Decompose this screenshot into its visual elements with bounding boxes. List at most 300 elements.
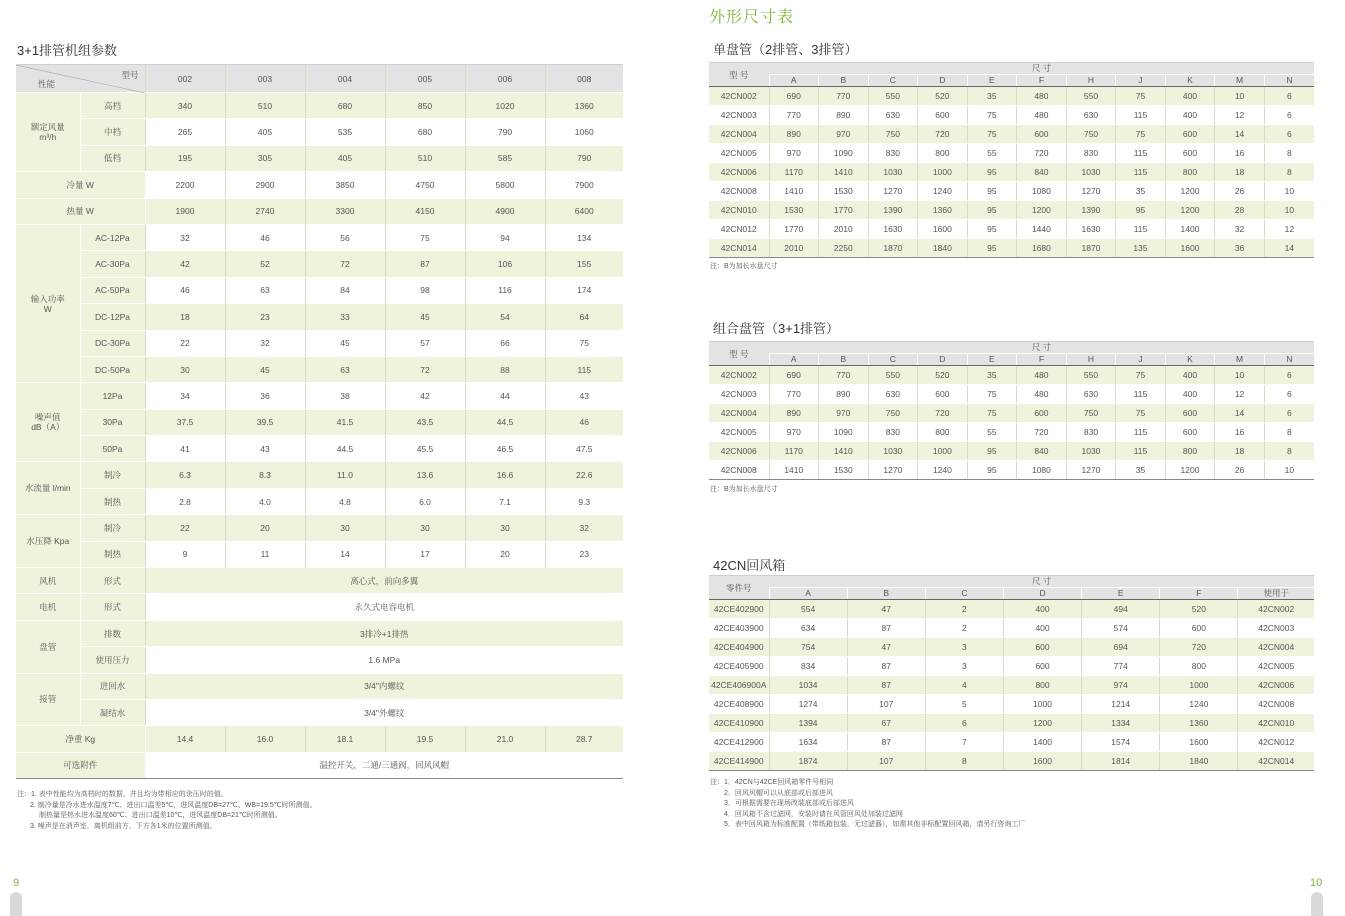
row-sub-label: 制热 bbox=[80, 488, 145, 514]
row-sub-label: 形式 bbox=[80, 568, 145, 594]
combo-coil-table bbox=[709, 341, 1314, 480]
parameter-row bbox=[16, 752, 623, 778]
parameter-row bbox=[16, 436, 623, 462]
parameter-row bbox=[16, 647, 623, 673]
dimension-cell: 8 bbox=[1264, 442, 1314, 461]
dimension-cell: 634 bbox=[769, 619, 847, 638]
value-cell: 33 bbox=[305, 304, 385, 330]
dimension-cell: 1870 bbox=[868, 239, 918, 258]
dimension-row bbox=[709, 461, 1314, 480]
dimension-row bbox=[709, 87, 1314, 106]
dimension-cell: 600 bbox=[1165, 404, 1215, 423]
value-cell: 46 bbox=[545, 409, 623, 435]
dimension-cell: 6 bbox=[1264, 385, 1314, 404]
value-cell: 340 bbox=[145, 93, 225, 119]
dimension-cell: 1214 bbox=[1082, 695, 1160, 714]
dimension-row bbox=[709, 385, 1314, 404]
value-cell: 23 bbox=[545, 541, 623, 567]
dimension-cell: 2 bbox=[925, 600, 1003, 619]
dim-header-row bbox=[709, 63, 1314, 75]
dimension-cell: 1390 bbox=[868, 201, 918, 220]
dimension-cell: 890 bbox=[769, 404, 819, 423]
parameter-row bbox=[16, 198, 623, 224]
left-notes bbox=[17, 790, 317, 832]
dimension-cell: 970 bbox=[819, 125, 869, 144]
value-cell: 39.5 bbox=[225, 409, 305, 435]
value-cell: 4900 bbox=[465, 198, 545, 224]
dimension-cell: 600 bbox=[1165, 125, 1215, 144]
model-column-header: 型 号 bbox=[709, 342, 769, 366]
dimension-cell: 600 bbox=[918, 106, 968, 125]
header-model: 002 bbox=[145, 65, 225, 93]
value-cell: 4.8 bbox=[305, 488, 385, 514]
dimension-cell: 95 bbox=[1116, 201, 1166, 220]
row-group-label: 水压降 Kpa bbox=[16, 515, 80, 568]
dimension-cell: 800 bbox=[1165, 163, 1215, 182]
dimension-cell: 6 bbox=[1264, 125, 1314, 144]
dimension-cell: 14 bbox=[1264, 239, 1314, 258]
dimension-row bbox=[709, 220, 1314, 239]
dimension-column-header: M bbox=[1215, 354, 1265, 366]
value-cell: 36 bbox=[225, 383, 305, 409]
parameter-row bbox=[16, 356, 623, 382]
dimension-cell: 720 bbox=[1017, 144, 1067, 163]
value-cell: 1060 bbox=[545, 119, 623, 145]
dimension-cell: 1170 bbox=[769, 163, 819, 182]
dimension-cell: 2 bbox=[925, 619, 1003, 638]
dimension-cell: 1034 bbox=[769, 676, 847, 695]
table2-note: 注：B为加长水盘尺寸 bbox=[710, 486, 778, 493]
dimension-cell: 830 bbox=[1066, 144, 1116, 163]
dimension-cell: 26 bbox=[1215, 182, 1265, 201]
value-cell: 680 bbox=[305, 93, 385, 119]
dimension-header: 尺 寸 bbox=[769, 63, 1314, 75]
dimension-cell: 75 bbox=[967, 404, 1017, 423]
row-sub-label: 使用压力 bbox=[80, 647, 145, 673]
dimension-cell: 28 bbox=[1215, 201, 1265, 220]
page-number-right: 10 bbox=[1310, 877, 1323, 889]
model-cell: 42CN005 bbox=[709, 423, 769, 442]
table3-notes bbox=[710, 778, 1025, 831]
dimension-cell: 1000 bbox=[918, 442, 968, 461]
dimension-cell: 1530 bbox=[769, 201, 819, 220]
dimension-column-header: 使用于 bbox=[1238, 588, 1314, 600]
dimension-cell: 1770 bbox=[819, 201, 869, 220]
model-cell: 42CE404900 bbox=[709, 638, 769, 657]
dimension-cell: 550 bbox=[1066, 87, 1116, 106]
dimension-column-header: D bbox=[1003, 588, 1081, 600]
dimension-row bbox=[709, 442, 1314, 461]
value-cell: 42 bbox=[385, 383, 465, 409]
table3-title: 42CN回风箱 bbox=[713, 558, 786, 573]
value-cell: 11 bbox=[225, 541, 305, 567]
value-cell: 16.0 bbox=[225, 726, 305, 752]
model-cell: 42CN014 bbox=[709, 239, 769, 258]
dimension-cell: 480 bbox=[1017, 106, 1067, 125]
dimension-column-header: K bbox=[1165, 354, 1215, 366]
dimension-row bbox=[709, 201, 1314, 220]
dimension-cell: 2010 bbox=[769, 239, 819, 258]
dimension-cell: 95 bbox=[967, 239, 1017, 258]
value-cell: 5800 bbox=[465, 172, 545, 198]
dimension-cell: 115 bbox=[1116, 385, 1166, 404]
dimension-cell: 42CN002 bbox=[1238, 600, 1314, 619]
value-cell: 195 bbox=[145, 145, 225, 171]
header-model: 005 bbox=[385, 65, 465, 93]
value-cell: 115 bbox=[545, 356, 623, 382]
dim-header-row bbox=[709, 576, 1314, 588]
note-line: 注：1．42CN与42CE回风箱零件号相同 bbox=[710, 779, 834, 786]
header-diagonal-cell bbox=[16, 65, 145, 93]
dimension-cell: 1410 bbox=[819, 442, 869, 461]
model-cell: 42CN010 bbox=[709, 201, 769, 220]
dimension-cell: 1360 bbox=[1160, 714, 1238, 733]
value-cell: 72 bbox=[305, 251, 385, 277]
row-group-label: 可选附件 bbox=[16, 752, 145, 778]
dimension-cell: 1634 bbox=[769, 733, 847, 752]
parameter-table-header bbox=[16, 65, 623, 93]
value-cell: 44.5 bbox=[305, 436, 385, 462]
dimension-cell: 16 bbox=[1215, 423, 1265, 442]
dimension-cell: 630 bbox=[868, 385, 918, 404]
value-cell: 405 bbox=[225, 119, 305, 145]
model-cell: 42CE414900 bbox=[709, 752, 769, 771]
value-cell: 2740 bbox=[225, 198, 305, 224]
dimension-cell: 1170 bbox=[769, 442, 819, 461]
dimension-cell: 75 bbox=[967, 385, 1017, 404]
dimension-cell: 55 bbox=[967, 144, 1017, 163]
parameter-row bbox=[16, 699, 623, 725]
dimension-cell: 75 bbox=[1116, 404, 1166, 423]
value-cell: 45 bbox=[305, 330, 385, 356]
value-cell: 41 bbox=[145, 436, 225, 462]
dimension-cell: 574 bbox=[1082, 619, 1160, 638]
model-cell: 42CN008 bbox=[709, 182, 769, 201]
dimension-column-header: F bbox=[1017, 75, 1067, 87]
dimension-cell: 12 bbox=[1264, 220, 1314, 239]
dimension-column-header: J bbox=[1116, 354, 1166, 366]
dimension-column-header: M bbox=[1215, 75, 1265, 87]
dimension-cell: 42CN012 bbox=[1238, 733, 1314, 752]
model-cell: 42CN005 bbox=[709, 144, 769, 163]
dimension-cell: 800 bbox=[1165, 442, 1215, 461]
dimension-cell: 14 bbox=[1215, 404, 1265, 423]
dimension-cell: 8 bbox=[1264, 163, 1314, 182]
dimension-cell: 630 bbox=[868, 106, 918, 125]
dimension-cell: 1270 bbox=[1066, 182, 1116, 201]
parameter-row bbox=[16, 251, 623, 277]
dimension-column-header: C bbox=[925, 588, 1003, 600]
dimension-cell: 1574 bbox=[1082, 733, 1160, 752]
dimension-cell: 720 bbox=[918, 125, 968, 144]
dimension-cell: 1200 bbox=[1017, 201, 1067, 220]
parameter-row bbox=[16, 541, 623, 567]
dimension-row bbox=[709, 638, 1314, 657]
model-cell: 42CE405900 bbox=[709, 657, 769, 676]
dimension-column-header: E bbox=[1082, 588, 1160, 600]
dimension-cell: 840 bbox=[1017, 442, 1067, 461]
merged-value-cell: 离心式，前向多翼 bbox=[145, 568, 623, 594]
dimension-column-header: B bbox=[847, 588, 925, 600]
value-cell: 57 bbox=[385, 330, 465, 356]
value-cell: 45 bbox=[385, 304, 465, 330]
dimension-cell: 1240 bbox=[1160, 695, 1238, 714]
dimension-cell: 10 bbox=[1264, 182, 1314, 201]
value-cell: 6.3 bbox=[145, 462, 225, 488]
dimension-cell: 974 bbox=[1082, 676, 1160, 695]
value-cell: 17 bbox=[385, 541, 465, 567]
dimension-cell: 115 bbox=[1116, 106, 1166, 125]
dimension-cell: 95 bbox=[967, 220, 1017, 239]
dimension-cell: 1840 bbox=[1160, 752, 1238, 771]
value-cell: 14 bbox=[305, 541, 385, 567]
dimension-header: 尺 寸 bbox=[769, 576, 1314, 588]
value-cell: 1020 bbox=[465, 93, 545, 119]
dimension-cell: 1874 bbox=[769, 752, 847, 771]
value-cell: 64 bbox=[545, 304, 623, 330]
dimension-cell: 720 bbox=[1160, 638, 1238, 657]
model-cell: 42CE403900 bbox=[709, 619, 769, 638]
value-cell: 43 bbox=[545, 383, 623, 409]
model-cell: 42CE402900 bbox=[709, 600, 769, 619]
dimension-cell: 1274 bbox=[769, 695, 847, 714]
dimension-column-header: B bbox=[819, 354, 869, 366]
dimension-row bbox=[709, 619, 1314, 638]
table1-title: 单盘管（2排管、3排管） bbox=[713, 42, 858, 57]
value-cell: 265 bbox=[145, 119, 225, 145]
dimension-cell: 75 bbox=[967, 125, 1017, 144]
dimension-cell: 42CN014 bbox=[1238, 752, 1314, 771]
value-cell: 47.5 bbox=[545, 436, 623, 462]
dimension-cell: 1770 bbox=[769, 220, 819, 239]
dimension-cell: 550 bbox=[868, 87, 918, 106]
value-cell: 75 bbox=[385, 224, 465, 250]
parameter-row bbox=[16, 726, 623, 752]
parameter-row bbox=[16, 172, 623, 198]
dimension-cell: 890 bbox=[769, 125, 819, 144]
dimension-row bbox=[709, 752, 1314, 771]
dimension-cell: 1334 bbox=[1082, 714, 1160, 733]
dimension-cell: 12 bbox=[1215, 385, 1265, 404]
dimension-cell: 1870 bbox=[1066, 239, 1116, 258]
merged-value-cell: 3/4"内螺纹 bbox=[145, 673, 623, 699]
dimension-cell: 8 bbox=[925, 752, 1003, 771]
dimension-cell: 520 bbox=[918, 366, 968, 385]
row-sub-label: 高档 bbox=[80, 93, 145, 119]
header-model: 006 bbox=[465, 65, 545, 93]
dimension-cell: 95 bbox=[967, 442, 1017, 461]
parameter-row bbox=[16, 488, 623, 514]
dimension-cell: 1270 bbox=[868, 182, 918, 201]
dimension-cell: 95 bbox=[967, 461, 1017, 480]
value-cell: 56 bbox=[305, 224, 385, 250]
dimension-cell: 42CN004 bbox=[1238, 638, 1314, 657]
value-cell: 32 bbox=[145, 224, 225, 250]
value-cell: 21.0 bbox=[465, 726, 545, 752]
dimension-row bbox=[709, 600, 1314, 619]
dimension-cell: 18 bbox=[1215, 163, 1265, 182]
dimension-cell: 6 bbox=[1264, 87, 1314, 106]
parameter-row bbox=[16, 304, 623, 330]
dimension-cell: 87 bbox=[847, 733, 925, 752]
page-tab-right bbox=[1311, 892, 1323, 916]
dimension-cell: 6 bbox=[925, 714, 1003, 733]
dimension-cell: 6 bbox=[1264, 404, 1314, 423]
row-sub-label: DC-50Pa bbox=[80, 356, 145, 382]
dimension-cell: 1630 bbox=[1066, 220, 1116, 239]
dimension-column-header: D bbox=[918, 75, 968, 87]
value-cell: 20 bbox=[465, 541, 545, 567]
dimension-cell: 830 bbox=[1066, 423, 1116, 442]
return-air-box-table bbox=[709, 575, 1314, 771]
dimension-row bbox=[709, 366, 1314, 385]
merged-value-cell: 1.6 MPa bbox=[145, 647, 623, 673]
dimension-row bbox=[709, 144, 1314, 163]
dimension-cell: 1410 bbox=[769, 461, 819, 480]
dimension-cell: 2010 bbox=[819, 220, 869, 239]
row-sub-label: AC-30Pa bbox=[80, 251, 145, 277]
dimension-row bbox=[709, 676, 1314, 695]
dimension-cell: 3 bbox=[925, 638, 1003, 657]
model-cell: 42CN003 bbox=[709, 385, 769, 404]
dimension-cell: 36 bbox=[1215, 239, 1265, 258]
right-page-heading: 外形尺寸表 bbox=[709, 9, 795, 26]
row-group-label: 额定风量 m³/h bbox=[16, 93, 80, 172]
row-sub-label: AC-12Pa bbox=[80, 224, 145, 250]
value-cell: 7900 bbox=[545, 172, 623, 198]
dimension-row bbox=[709, 163, 1314, 182]
parameter-row bbox=[16, 330, 623, 356]
value-cell: 98 bbox=[385, 277, 465, 303]
dimension-cell: 400 bbox=[1165, 366, 1215, 385]
value-cell: 42 bbox=[145, 251, 225, 277]
dimension-cell: 55 bbox=[967, 423, 1017, 442]
dimension-row bbox=[709, 239, 1314, 258]
dimension-cell: 6 bbox=[1264, 366, 1314, 385]
page-number-left: 9 bbox=[13, 877, 20, 889]
dimension-cell: 42CN003 bbox=[1238, 619, 1314, 638]
dimension-cell: 8 bbox=[1264, 423, 1314, 442]
dimension-cell: 75 bbox=[1116, 125, 1166, 144]
dimension-column-header: A bbox=[769, 75, 819, 87]
row-sub-label: DC-30Pa bbox=[80, 330, 145, 356]
value-cell: 106 bbox=[465, 251, 545, 277]
dimension-cell: 115 bbox=[1116, 163, 1166, 182]
dimension-cell: 115 bbox=[1116, 144, 1166, 163]
value-cell: 116 bbox=[465, 277, 545, 303]
dimension-cell: 600 bbox=[1165, 144, 1215, 163]
dimension-cell: 115 bbox=[1116, 442, 1166, 461]
row-sub-label: 制冷 bbox=[80, 515, 145, 541]
value-cell: 28.7 bbox=[545, 726, 623, 752]
dimension-cell: 5 bbox=[925, 695, 1003, 714]
dim-subheader-row bbox=[709, 588, 1314, 600]
row-group-label: 净重 Kg bbox=[16, 726, 145, 752]
dimension-cell: 400 bbox=[1003, 600, 1081, 619]
dimension-cell: 480 bbox=[1017, 366, 1067, 385]
dimension-cell: 480 bbox=[1017, 385, 1067, 404]
value-cell: 174 bbox=[545, 277, 623, 303]
value-cell: 46 bbox=[225, 224, 305, 250]
dimension-cell: 840 bbox=[1017, 163, 1067, 182]
dimension-cell: 774 bbox=[1082, 657, 1160, 676]
parameter-row bbox=[16, 119, 623, 145]
row-group-label: 风机 bbox=[16, 568, 80, 594]
dimension-cell: 1030 bbox=[1066, 442, 1116, 461]
dimension-column-header: B bbox=[819, 75, 869, 87]
value-cell: 30 bbox=[145, 356, 225, 382]
dimension-cell: 1200 bbox=[1165, 461, 1215, 480]
value-cell: 510 bbox=[225, 93, 305, 119]
note-line: 制热量是热水进水温度60℃、进出口温差10℃，进风温度DB=21℃时所测值。 bbox=[39, 812, 282, 819]
dimension-cell: 18 bbox=[1215, 442, 1265, 461]
dimension-cell: 800 bbox=[918, 144, 968, 163]
dimension-cell: 400 bbox=[1165, 106, 1215, 125]
dimension-cell: 800 bbox=[1160, 657, 1238, 676]
dimension-cell: 520 bbox=[918, 87, 968, 106]
dimension-cell: 720 bbox=[1017, 423, 1067, 442]
value-cell: 9 bbox=[145, 541, 225, 567]
dimension-cell: 1200 bbox=[1165, 201, 1215, 220]
parameter-table bbox=[16, 64, 623, 779]
row-sub-label: 进回水 bbox=[80, 673, 145, 699]
dimension-cell: 1400 bbox=[1003, 733, 1081, 752]
model-cell: 42CN003 bbox=[709, 106, 769, 125]
dimension-cell: 1000 bbox=[918, 163, 968, 182]
model-cell: 42CN006 bbox=[709, 442, 769, 461]
dimension-cell: 1030 bbox=[1066, 163, 1116, 182]
dimension-row bbox=[709, 404, 1314, 423]
value-cell: 4.0 bbox=[225, 488, 305, 514]
value-cell: 2200 bbox=[145, 172, 225, 198]
model-cell: 42CN004 bbox=[709, 125, 769, 144]
header-model: 008 bbox=[545, 65, 623, 93]
dimension-cell: 1394 bbox=[769, 714, 847, 733]
row-group-label: 冷量 W bbox=[16, 172, 145, 198]
dimension-cell: 400 bbox=[1165, 87, 1215, 106]
value-cell: 16.6 bbox=[465, 462, 545, 488]
value-cell: 44.5 bbox=[465, 409, 545, 435]
dimension-cell: 115 bbox=[1116, 423, 1166, 442]
dimension-cell: 1090 bbox=[819, 423, 869, 442]
dimension-cell: 1680 bbox=[1017, 239, 1067, 258]
dimension-cell: 67 bbox=[847, 714, 925, 733]
note-line: 3．可根据需要在现场改装底部或后部进风 bbox=[724, 800, 854, 807]
value-cell: 22 bbox=[145, 515, 225, 541]
dimension-cell: 8 bbox=[1264, 144, 1314, 163]
value-cell: 32 bbox=[225, 330, 305, 356]
dimension-cell: 754 bbox=[769, 638, 847, 657]
dimension-cell: 720 bbox=[918, 404, 968, 423]
value-cell: 680 bbox=[385, 119, 465, 145]
value-cell: 41.5 bbox=[305, 409, 385, 435]
value-cell: 18 bbox=[145, 304, 225, 330]
value-cell: 43.5 bbox=[385, 409, 465, 435]
dimension-cell: 1600 bbox=[918, 220, 968, 239]
model-cell: 42CE408900 bbox=[709, 695, 769, 714]
value-cell: 155 bbox=[545, 251, 623, 277]
dimension-column-header: K bbox=[1165, 75, 1215, 87]
dimension-cell: 1080 bbox=[1017, 461, 1067, 480]
value-cell: 75 bbox=[545, 330, 623, 356]
value-cell: 46 bbox=[145, 277, 225, 303]
model-cell: 42CN006 bbox=[709, 163, 769, 182]
row-sub-label: 50Pa bbox=[80, 436, 145, 462]
dimension-cell: 770 bbox=[819, 87, 869, 106]
merged-value-cell: 永久式电容电机 bbox=[145, 594, 623, 620]
value-cell: 2900 bbox=[225, 172, 305, 198]
dimension-cell: 1030 bbox=[868, 442, 918, 461]
